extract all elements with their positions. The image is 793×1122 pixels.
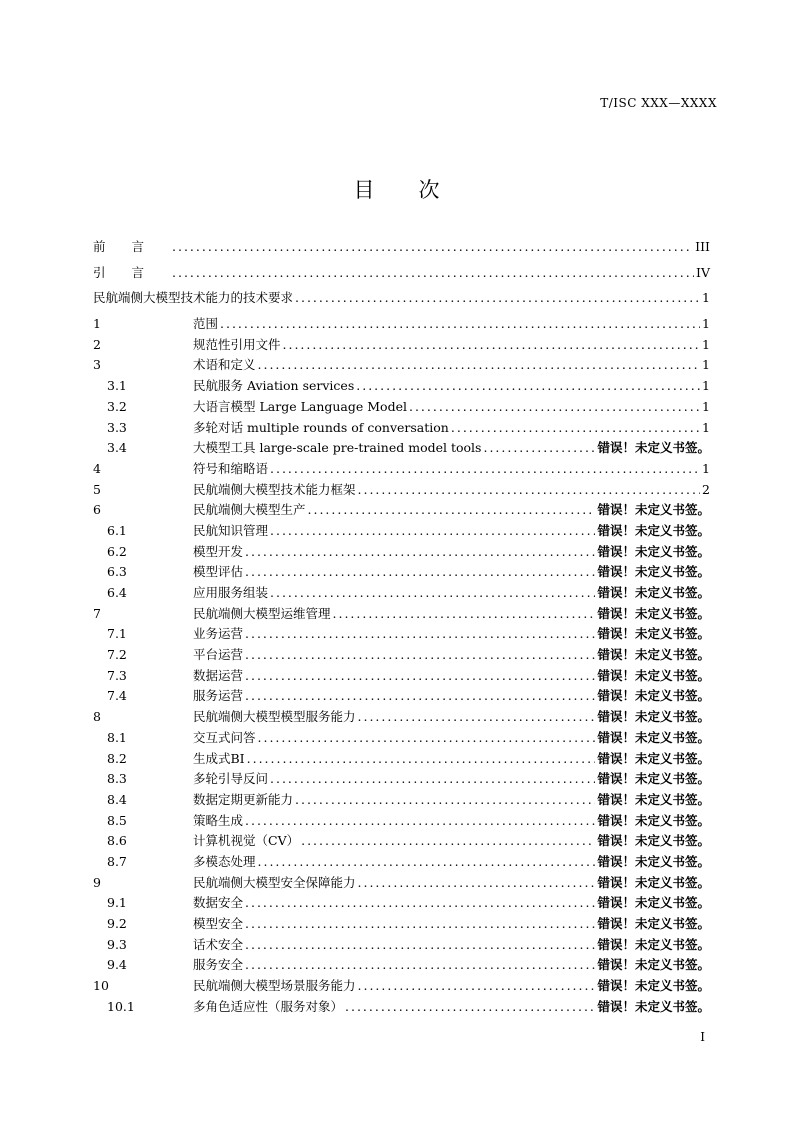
toc-bookmark-error: 错误！未定义书签。 <box>597 729 710 745</box>
toc-bookmark-error: 错误！未定义书签。 <box>597 440 710 456</box>
toc-entry[interactable] <box>93 749 710 770</box>
toc-leader-dots <box>245 914 595 935</box>
toc-leader-dots <box>172 263 694 284</box>
toc-leader-dots <box>308 500 596 521</box>
toc-leader-dots <box>356 376 700 397</box>
toc-entry-label: 生成式BI <box>193 750 245 766</box>
toc-leader-dots <box>245 542 595 563</box>
toc-entry-number: 7.3 <box>107 667 127 683</box>
toc-leader-dots <box>483 438 595 459</box>
toc-bookmark-error: 错误！未定义书签。 <box>597 978 710 994</box>
toc-bookmark-error: 错误！未定义书签。 <box>597 688 710 704</box>
toc-entry-label: 民航服务 Aviation services <box>193 378 355 394</box>
toc-entry[interactable] <box>93 542 710 563</box>
toc-leader-dots <box>345 997 595 1018</box>
toc-leader-dots <box>245 686 595 707</box>
toc-bookmark-error: 错误！未定义书签。 <box>597 502 710 518</box>
toc-entry[interactable] <box>93 418 710 439</box>
toc-leader-dots <box>172 237 693 258</box>
toc-entry-page: 1 <box>702 357 710 373</box>
toc-leader-dots <box>270 769 595 790</box>
toc-leader-dots <box>258 355 701 376</box>
toc-entry-label: 数据运营 <box>193 667 244 683</box>
toc-entry-label: 模型安全 <box>193 916 244 931</box>
toc-entry[interactable] <box>93 237 710 258</box>
toc-bookmark-error: 错误！未定义书签。 <box>597 936 710 952</box>
toc-entry-number: 8.6 <box>107 833 127 849</box>
toc-bookmark-error: 错误！未定义书签。 <box>597 709 710 725</box>
toc-entry[interactable] <box>93 604 710 625</box>
toc-entry-label: 话术安全 <box>193 936 244 952</box>
toc-entry-label: 业务运营 <box>193 626 244 642</box>
toc-entry[interactable] <box>93 500 710 521</box>
toc-entry[interactable] <box>93 873 710 894</box>
toc-entry-number: 9.2 <box>107 916 127 931</box>
toc-bookmark-error: 错误！未定义书签。 <box>597 626 710 642</box>
toc-entry-page: IV <box>696 264 710 280</box>
toc-entry[interactable] <box>93 811 710 832</box>
toc-leader-dots <box>409 397 700 418</box>
toc-entry-label: 民航知识管理 <box>193 522 269 538</box>
toc-leader-dots <box>245 811 595 832</box>
toc-bookmark-error: 错误！未定义书签。 <box>597 564 710 580</box>
toc-entry-number: 6.2 <box>107 543 127 559</box>
toc-entry[interactable] <box>93 335 710 356</box>
toc-entry-page: 1 <box>702 378 710 394</box>
toc-leader-dots <box>301 831 595 852</box>
toc-leader-dots <box>247 749 596 770</box>
toc-leader-dots <box>245 562 595 583</box>
page-number: I <box>700 1030 705 1044</box>
toc-entry-label: 策略生成 <box>193 812 244 828</box>
toc-entry-label: 术语和定义 <box>193 357 256 373</box>
toc-entry[interactable] <box>93 769 710 790</box>
toc-leader-dots <box>258 852 596 873</box>
toc-bookmark-error: 错误！未定义书签。 <box>597 853 710 869</box>
toc-entry-label: 民航端侧大模型安全保障能力 <box>193 874 356 890</box>
toc-bookmark-error: 错误！未定义书签。 <box>597 647 710 663</box>
toc-entry-number: 3.2 <box>107 398 127 414</box>
toc-entry-label: 民航端侧大模型技术能力的技术要求 <box>93 290 294 306</box>
toc-leader-dots <box>245 666 595 687</box>
toc-bookmark-error: 错误！未定义书签。 <box>597 874 710 890</box>
toc-entry-label: 符号和缩略语 <box>193 460 269 476</box>
toc-entry-label: 数据安全 <box>193 895 244 911</box>
toc-entry-label: 模型开发 <box>193 543 244 559</box>
toc-entry-label: 交互式问答 <box>193 729 256 745</box>
toc-entry[interactable] <box>93 914 710 935</box>
toc-leader-dots <box>270 521 595 542</box>
toc-entry[interactable] <box>93 686 710 707</box>
toc-bookmark-error: 错误！未定义书签。 <box>597 667 710 683</box>
toc-entry-number: 9.4 <box>107 957 127 973</box>
toc-entry-label: 民航端侧大模型场景服务能力 <box>193 978 356 994</box>
toc-entry-number: 3.3 <box>107 419 127 435</box>
toc-entry-number: 7 <box>93 605 101 621</box>
toc-bookmark-error: 错误！未定义书签。 <box>597 916 710 931</box>
toc-entry-label: 多轮引导反问 <box>193 771 269 787</box>
toc-leader-dots <box>295 288 700 309</box>
toc-leader-dots <box>358 873 596 894</box>
toc-entry-number: 8.1 <box>107 729 127 745</box>
toc-entry-page: 2 <box>702 481 710 497</box>
toc-entry[interactable] <box>93 562 710 583</box>
toc-entry[interactable] <box>93 852 710 873</box>
toc-entry[interactable] <box>93 314 710 335</box>
toc-entry[interactable] <box>93 790 710 811</box>
table-of-contents <box>93 237 710 1017</box>
toc-entry-page: 1 <box>702 460 710 476</box>
toc-entry-number: 6.3 <box>107 564 127 580</box>
toc-entry-label: 民航端侧大模型生产 <box>193 502 306 518</box>
toc-bookmark-error: 错误！未定义书签。 <box>597 771 710 787</box>
toc-bookmark-error: 错误！未定义书签。 <box>597 895 710 911</box>
toc-leader-dots <box>451 418 700 439</box>
toc-entry[interactable] <box>93 355 710 376</box>
toc-entry-label: 服务运营 <box>193 688 244 704</box>
toc-entry[interactable] <box>93 263 710 284</box>
toc-entry-number: 5 <box>93 481 101 497</box>
toc-entry[interactable] <box>93 480 710 501</box>
toc-entry-number: 7.4 <box>107 688 127 704</box>
toc-leader-dots <box>220 314 700 335</box>
toc-entry[interactable] <box>93 288 710 309</box>
toc-entry[interactable] <box>93 397 710 418</box>
toc-entries <box>93 314 710 1017</box>
toc-entry[interactable] <box>93 997 710 1018</box>
toc-entry-number: 9 <box>93 874 101 890</box>
toc-entry-label: 范围 <box>193 316 219 332</box>
toc-leader-dots <box>245 935 595 956</box>
toc-entry-label: 数据定期更新能力 <box>193 791 294 807</box>
toc-entry-label: 引言 <box>93 264 171 280</box>
toc-entry[interactable] <box>93 707 710 728</box>
toc-entry[interactable] <box>93 438 710 459</box>
toc-leader-dots <box>245 955 595 976</box>
toc-bookmark-error: 错误！未定义书签。 <box>597 605 710 621</box>
toc-bookmark-error: 错误！未定义书签。 <box>597 522 710 538</box>
toc-entry-number: 7.2 <box>107 647 127 663</box>
toc-entry-label: 服务安全 <box>193 957 244 973</box>
toc-entry-label: 应用服务组装 <box>193 585 269 600</box>
toc-entry-label: 民航端侧大模型技术能力框架 <box>193 481 356 497</box>
toc-entry-number: 8 <box>93 709 101 725</box>
toc-entry-page: 1 <box>702 398 710 414</box>
toc-entry-page: 1 <box>702 336 710 352</box>
toc-bookmark-error: 错误！未定义书签。 <box>597 998 710 1014</box>
toc-bookmark-error: 错误！未定义书签。 <box>597 750 710 766</box>
toc-entry-label: 大模型工具 large-scale pre-trained model tools <box>193 440 482 456</box>
toc-bookmark-error: 错误！未定义书签。 <box>597 957 710 973</box>
toc-entry[interactable] <box>93 645 710 666</box>
toc-leader-dots <box>258 728 596 749</box>
toc-entry[interactable] <box>93 935 710 956</box>
toc-entry-label: 多轮对话 multiple rounds of conversation <box>193 419 449 435</box>
toc-entry-number: 8.7 <box>107 853 127 869</box>
toc-leader-dots <box>245 624 595 645</box>
toc-entry-label: 民航端侧大模型模型服务能力 <box>193 709 356 725</box>
toc-leader-dots <box>358 480 701 501</box>
toc-entry-number: 3.1 <box>107 378 127 394</box>
toc-entry-number: 3.4 <box>107 440 127 456</box>
toc-entry-label: 多模态处理 <box>193 853 256 869</box>
toc-entry-label: 计算机视觉（CV） <box>193 833 300 849</box>
toc-entry[interactable] <box>93 583 710 604</box>
toc-entry-label: 民航端侧大模型运维管理 <box>193 605 331 621</box>
toc-entry-number: 10 <box>93 978 109 994</box>
toc-entry[interactable] <box>93 728 710 749</box>
toc-entry-number: 8.3 <box>107 771 127 787</box>
toc-entry-number: 9.3 <box>107 936 127 952</box>
toc-leader-dots <box>283 335 701 356</box>
toc-entry-label: 前言 <box>93 239 171 254</box>
toc-entry-number: 6.4 <box>107 585 127 600</box>
toc-entry[interactable] <box>93 376 710 397</box>
toc-top-entries <box>93 237 710 309</box>
toc-entry-number: 6 <box>93 502 101 518</box>
toc-title: 目次 <box>353 178 484 202</box>
toc-entry-number: 8.5 <box>107 812 127 828</box>
toc-entry-label: 规范性引用文件 <box>193 336 281 352</box>
toc-entry-number: 4 <box>93 460 101 476</box>
toc-entry-label: 平台运营 <box>193 647 244 663</box>
toc-entry-page: 1 <box>702 290 710 306</box>
toc-bookmark-error: 错误！未定义书签。 <box>597 791 710 807</box>
toc-bookmark-error: 错误！未定义书签。 <box>597 812 710 828</box>
toc-entry-label: 多角色适应性（服务对象） <box>193 998 344 1014</box>
toc-entry[interactable] <box>93 893 710 914</box>
toc-entry[interactable] <box>93 976 710 997</box>
toc-entry[interactable] <box>93 521 710 542</box>
toc-entry-number: 2 <box>93 336 101 352</box>
toc-entry[interactable] <box>93 955 710 976</box>
toc-entry-label: 大语言模型 Large Language Model <box>193 398 407 414</box>
toc-leader-dots <box>245 893 595 914</box>
toc-bookmark-error: 错误！未定义书签。 <box>597 543 710 559</box>
toc-entry[interactable] <box>93 666 710 687</box>
toc-entry-page: 1 <box>702 316 710 332</box>
toc-leader-dots <box>358 976 596 997</box>
toc-leader-dots <box>270 583 595 604</box>
toc-entry-number: 8.4 <box>107 791 127 807</box>
toc-leader-dots <box>333 604 596 625</box>
toc-entry-label: 模型评估 <box>193 564 244 580</box>
toc-entry-number: 3 <box>93 357 101 373</box>
toc-entry[interactable] <box>93 459 710 480</box>
toc-leader-dots <box>295 790 595 811</box>
toc-entry-number: 1 <box>93 316 101 332</box>
document-code: T/ISC XXX—XXXX <box>600 96 717 110</box>
toc-entry-number: 8.2 <box>107 750 127 766</box>
toc-entry[interactable] <box>93 831 710 852</box>
toc-entry-number: 10.1 <box>107 998 135 1014</box>
toc-entry-number: 9.1 <box>107 895 127 911</box>
toc-entry-number: 7.1 <box>107 626 127 642</box>
toc-entry-page: III <box>695 239 710 254</box>
toc-leader-dots <box>245 645 595 666</box>
toc-entry[interactable] <box>93 624 710 645</box>
toc-bookmark-error: 错误！未定义书签。 <box>597 585 710 600</box>
toc-entry-number: 6.1 <box>107 522 127 538</box>
toc-leader-dots <box>270 459 700 480</box>
toc-entry-page: 1 <box>702 419 710 435</box>
toc-leader-dots <box>358 707 596 728</box>
toc-bookmark-error: 错误！未定义书签。 <box>597 833 710 849</box>
